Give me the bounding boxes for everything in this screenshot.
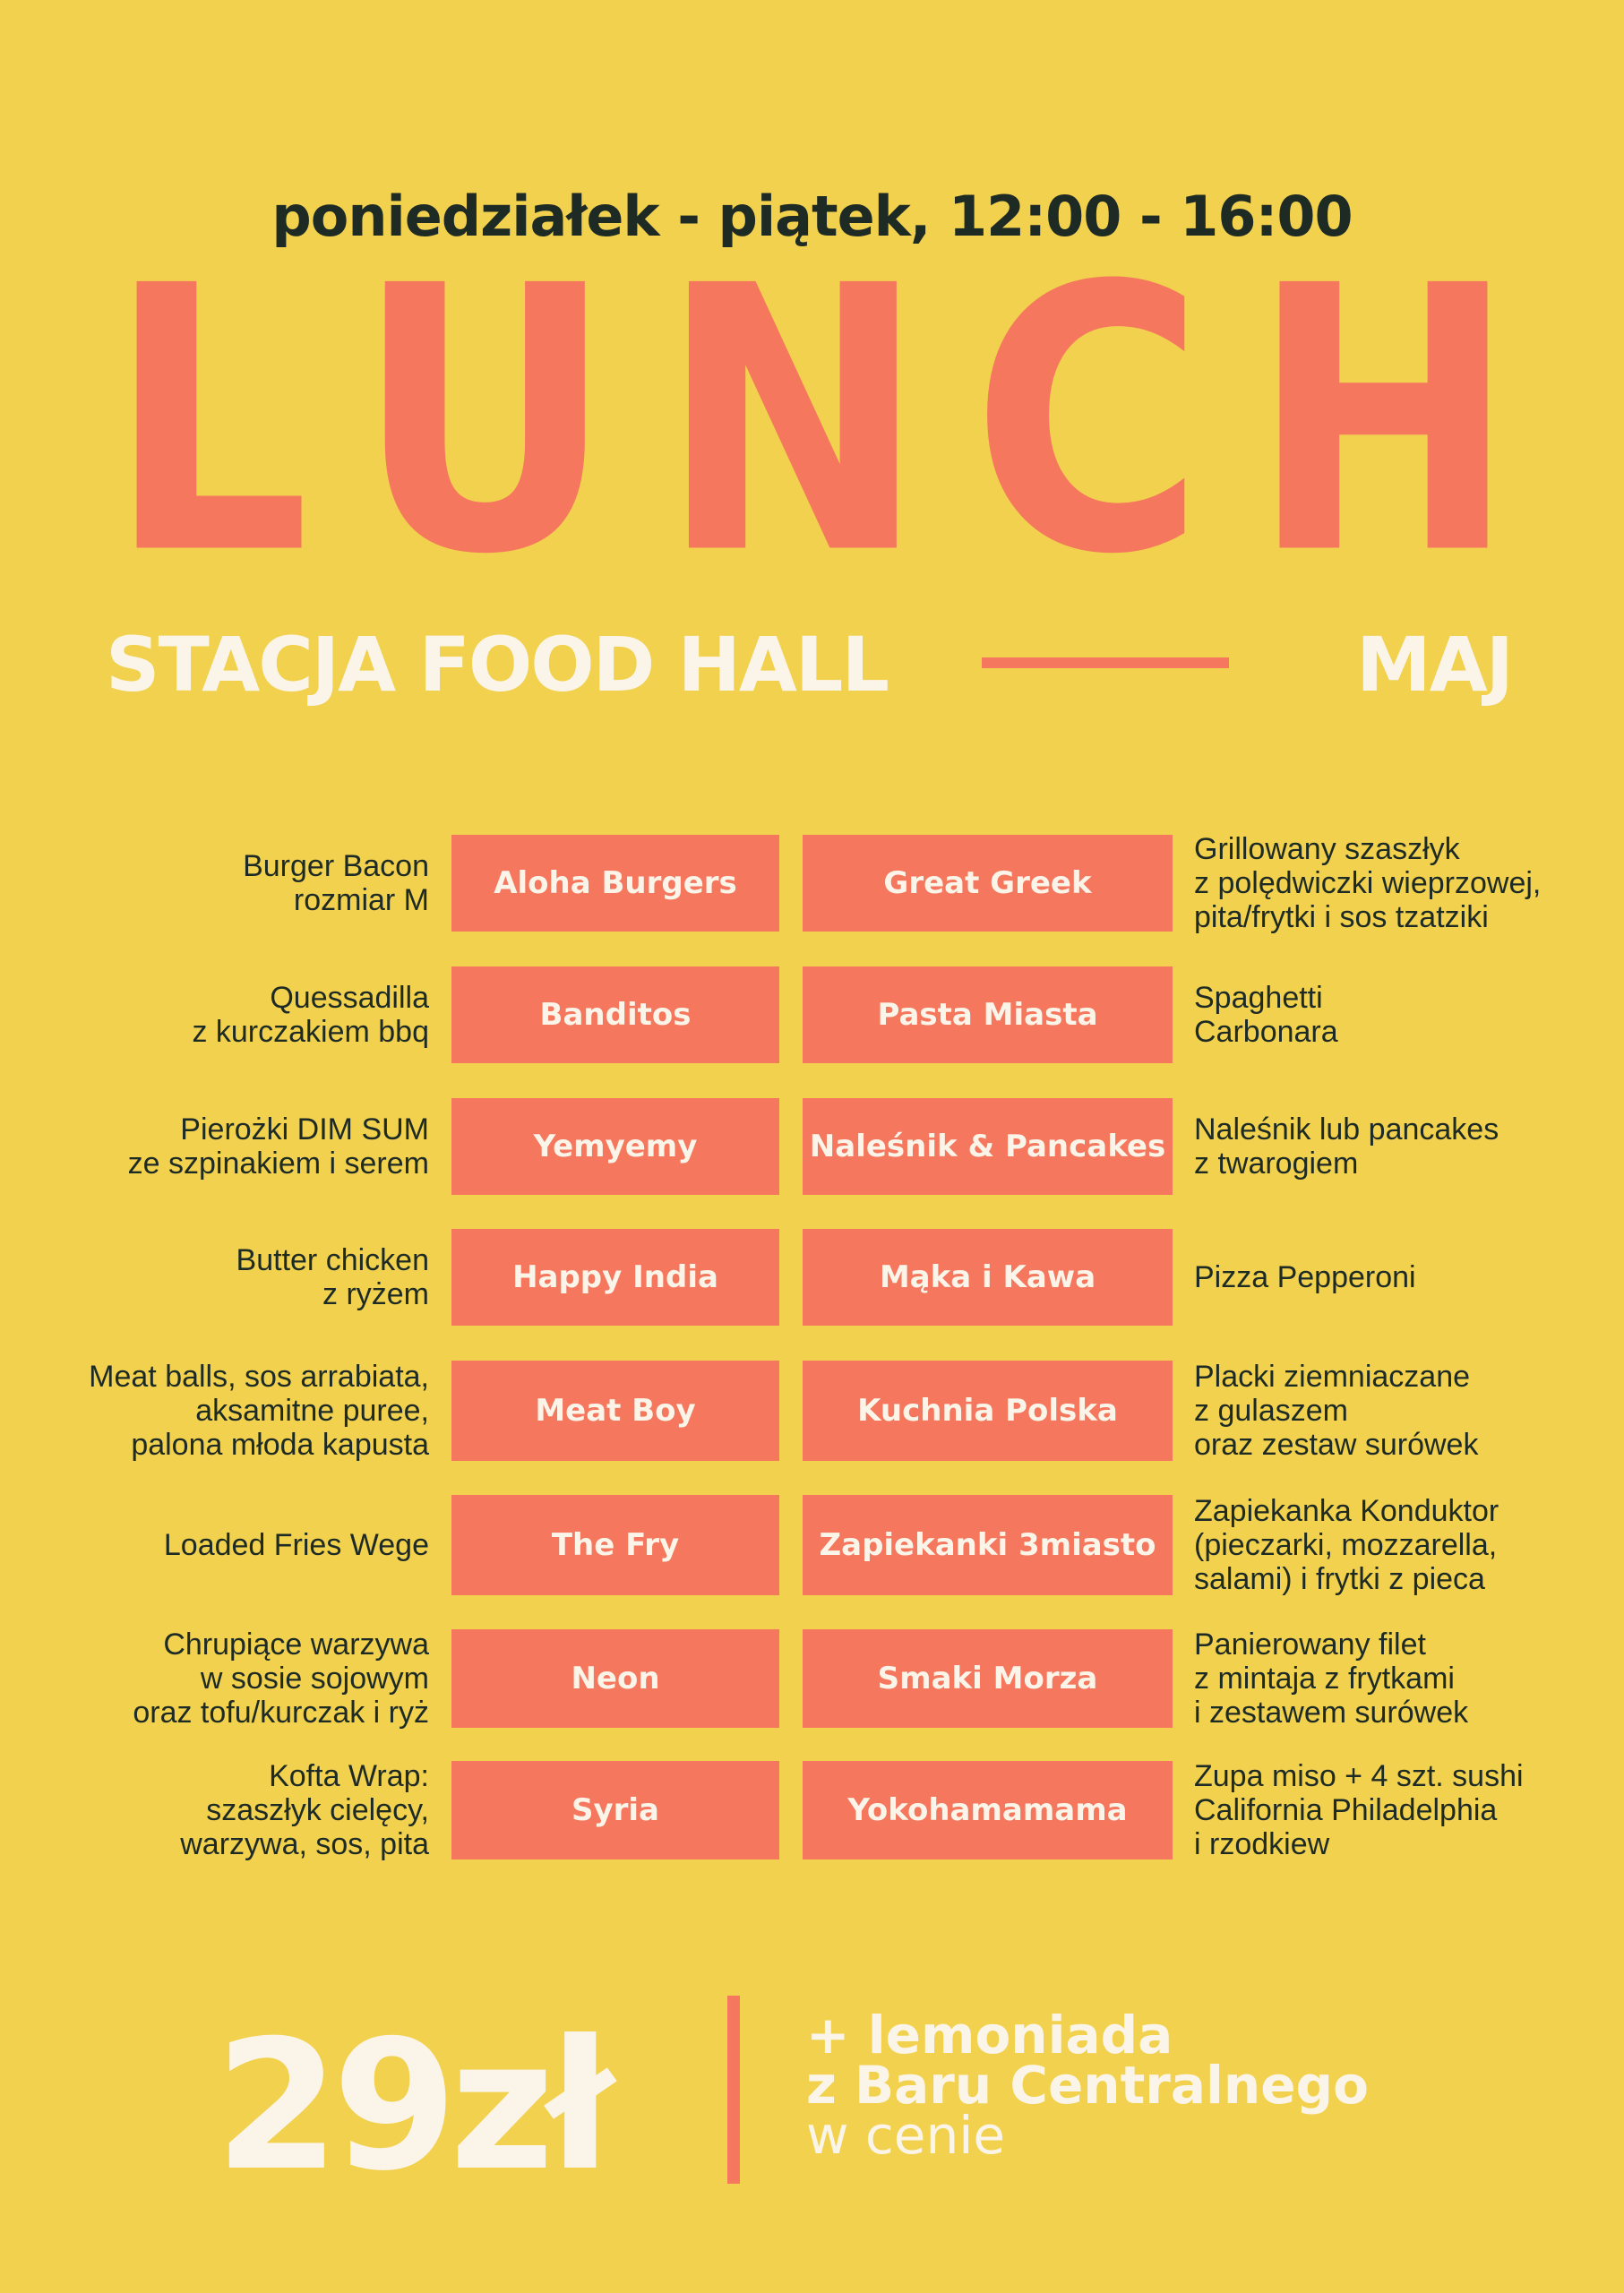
dish-description-right <box>1194 832 1615 934</box>
dish-description-right <box>1194 1361 1615 1461</box>
dish-description-right <box>1194 1495 1615 1595</box>
dish-description-line: i zestawem surówek <box>1194 1696 1469 1730</box>
dish-description-left <box>8 1761 429 1859</box>
dish-description-line: Pizza Pepperoni <box>1194 1260 1416 1294</box>
restaurant-name-right: Smaki Morza <box>803 1629 1173 1728</box>
dish-description-line: Quessadilla <box>270 981 429 1015</box>
dish-description-line: California Philadelphia <box>1194 1793 1498 1827</box>
restaurant-name-left: Neon <box>451 1629 779 1728</box>
dish-description-left <box>8 1229 429 1326</box>
extra-line: + lemoniada <box>806 2005 1173 2065</box>
dish-description-right <box>1194 1761 1615 1859</box>
dish-description-left <box>8 1361 429 1461</box>
price-extras <box>806 2005 1369 2166</box>
dish-description-line: warzywa, sos, pita <box>180 1827 429 1861</box>
restaurant-name-right: Mąka i Kawa <box>803 1229 1173 1326</box>
dish-description-line: aksamitne puree, <box>195 1394 429 1428</box>
price-divider <box>727 1996 740 2184</box>
restaurant-name-left: The Fry <box>451 1495 779 1595</box>
dish-description-line: rozmiar M <box>293 883 429 917</box>
dish-description-line: Loaded Fries Wege <box>163 1528 429 1562</box>
dish-description-line: oraz tofu/kurczak i ryż <box>133 1696 429 1730</box>
dish-description-left <box>8 1098 429 1195</box>
restaurant-name-right: Yokohamamama <box>803 1761 1173 1859</box>
restaurant-name-right: Kuchnia Polska <box>803 1361 1173 1461</box>
restaurant-name-right: Great Greek <box>803 835 1173 932</box>
title-letter: L <box>107 207 311 635</box>
restaurant-name-left: Happy India <box>451 1229 779 1326</box>
dish-description-left <box>8 835 429 932</box>
dish-description-line: Kofta Wrap: <box>269 1759 429 1793</box>
restaurant-name-left: Banditos <box>451 966 779 1063</box>
opening-hours: poniedziałek - piątek, 12:00 - 16:00 <box>271 184 1353 249</box>
title-letter: H <box>1250 207 1517 635</box>
dish-description-line: z polędwiczki wieprzowej, <box>1194 866 1542 900</box>
price: 29zł <box>215 2002 606 2211</box>
restaurant-name-right: Pasta Miasta <box>803 966 1173 1063</box>
dish-description-line: i rzodkiew <box>1194 1827 1330 1861</box>
dish-description-line: salami) i frytki z pieca <box>1194 1562 1485 1596</box>
title-letter: U <box>356 207 614 635</box>
dish-description-line: Burger Bacon <box>243 849 429 883</box>
title-letter: N <box>659 207 926 635</box>
dish-description-right <box>1194 1229 1615 1326</box>
restaurant-name-right: Naleśnik & Pancakes <box>803 1098 1173 1195</box>
dish-description-line: w sosie sojowym <box>200 1662 429 1696</box>
dish-description-line: Zapiekanka Konduktor <box>1194 1494 1499 1528</box>
restaurant-name-left: Meat Boy <box>451 1361 779 1461</box>
dish-description-line: Panierowany filet <box>1194 1627 1426 1662</box>
dish-description-line: szaszłyk cielęcy, <box>206 1793 429 1827</box>
extra-line: w cenie <box>806 2105 1006 2166</box>
extra-line: z Baru Centralnego <box>806 2055 1369 2116</box>
dish-description-line: Naleśnik lub pancakes <box>1194 1112 1499 1146</box>
dish-description-line: palona młoda kapusta <box>131 1428 429 1462</box>
dish-description-right <box>1194 1098 1615 1195</box>
dish-description-line: z kurczakiem bbq <box>192 1015 429 1049</box>
dish-description-line: Pierożki DIM SUM <box>180 1112 429 1146</box>
dish-description-line: (pieczarki, mozzarella, <box>1194 1528 1498 1562</box>
dish-description-left <box>8 1629 429 1728</box>
venue-name: STACJA FOOD HALL <box>106 621 888 709</box>
dish-description-left <box>8 1495 429 1595</box>
restaurant-name-left: Aloha Burgers <box>451 835 779 932</box>
dish-description-line: Spaghetti <box>1194 981 1323 1015</box>
dish-description-line: oraz zestaw surówek <box>1194 1428 1479 1462</box>
dish-description-right <box>1194 966 1615 1063</box>
dish-description-line: z gulaszem <box>1194 1394 1348 1428</box>
restaurant-name-left: Syria <box>451 1761 779 1859</box>
dish-description-line: z mintaja z frytkami <box>1194 1662 1455 1696</box>
dish-description-line: Chrupiące warzywa <box>163 1627 429 1662</box>
dish-description-line: z ryżem <box>322 1277 429 1311</box>
month-label: MAJ <box>1356 621 1512 709</box>
dish-description-line: Carbonara <box>1194 1015 1338 1049</box>
dish-description-line: Placki ziemniaczane <box>1194 1360 1471 1394</box>
restaurant-name-right: Zapiekanki 3miasto <box>803 1495 1173 1595</box>
dish-description-line: z twarogiem <box>1194 1146 1359 1181</box>
dish-description-line: Meat balls, sos arrabiata, <box>89 1360 429 1394</box>
restaurant-name-left: Yemyemy <box>451 1098 779 1195</box>
dish-description-line: Zupa miso + 4 szt. sushi <box>1194 1759 1524 1793</box>
title-letter: C <box>971 207 1205 635</box>
dish-description-line: Grillowany szaszłyk <box>1194 832 1460 866</box>
dish-description-line: ze szpinakiem i serem <box>127 1146 429 1181</box>
dish-description-right <box>1194 1629 1615 1728</box>
dish-description-line: pita/frytki i sos tzatziki <box>1194 900 1489 934</box>
dish-description-left <box>8 966 429 1063</box>
divider-dash <box>982 657 1229 668</box>
dish-description-line: Butter chicken <box>236 1243 429 1277</box>
